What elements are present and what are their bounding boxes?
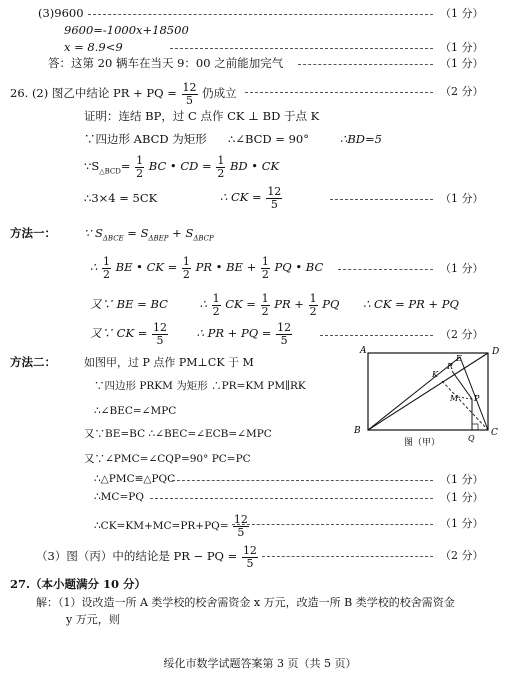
segment-pm <box>458 397 472 399</box>
label-a: A <box>360 346 367 356</box>
proof-bd: ∴BD=5 <box>340 132 382 146</box>
equation-9600: 9600=-1000x+18500 <box>64 23 189 37</box>
method-two-l2: ∵四边形 PRKM 为矩形 ∴PR=KM PM∥RK <box>94 380 306 392</box>
method-two-label: 方法二： <box>10 355 56 369</box>
figure-caption: 图（甲） <box>404 438 441 448</box>
proof-intro: 证明：连结 BP，过 C 点作 CK ⊥ BD 于点 K <box>84 109 320 123</box>
equation-x: x = 8.9<9 <box>64 40 123 54</box>
leader-dots <box>338 269 433 270</box>
proof-ck-value: ∴ CK = $\frac{12}{5}$ <box>220 185 282 211</box>
score-label: （2 分） <box>440 85 484 98</box>
method-one-label: 方法一： <box>10 226 56 240</box>
q27-solution-cont: y 万元，则 <box>66 613 120 626</box>
method-one-eq3: 又∵ CK = $\frac{12}{5}$ ∴ PR + PQ = $\frac{12}{5}$ <box>90 321 292 347</box>
label-p: P <box>474 394 480 403</box>
leader-dots <box>320 335 433 336</box>
score-label: （1 分） <box>440 192 484 205</box>
method-one-area: ∵ $S_{\Delta BCE} = S_{\Delta BEP} + S_{\Delta BCP}$ <box>84 226 214 243</box>
leader-dots <box>298 64 433 65</box>
leader-dots <box>232 524 433 525</box>
leader-dots <box>172 480 433 481</box>
score-label: （2 分） <box>440 328 484 341</box>
leader-dots <box>170 48 433 49</box>
method-two-l5: 又∵∠PMC=∠CQP=90° PC=PC <box>84 453 251 465</box>
leader-dots <box>245 92 433 93</box>
score-label: （1 分） <box>440 7 484 20</box>
method-two-l4: 又∵BE=BC ∴∠BEC=∠ECB=∠MPC <box>84 428 272 440</box>
score-label: （1 分） <box>440 473 484 486</box>
method-one-eq1: ∴ $\frac{1}{2}$ BE • CK = $\frac{1}{2}$ PR • BE + $\frac{1}{2}$ PQ • BC <box>90 255 324 281</box>
geometry-figure <box>346 345 516 455</box>
q26-conclusion: 26. (2) 图乙中结论 PR + PQ = $\frac{12}{5}$ 仍成立 <box>10 81 237 107</box>
proof-area: $\because S_{\triangle BCD}=$ $\frac{1}{2}$ BC • CD = $\frac{1}{2}$ BD • CK <box>84 154 280 180</box>
score-label: （2 分） <box>440 549 484 562</box>
proof-rectangle: ∵四边形 ABCD 为矩形 <box>84 132 207 146</box>
label-m: M <box>450 394 459 403</box>
answer-text: 答：这第 20 辆车在当天 9：00 之前能加完气 <box>48 56 284 70</box>
score-label: （1 分） <box>440 41 484 54</box>
label-q: Q <box>468 434 475 443</box>
label-d: D <box>492 347 500 357</box>
label-c: C <box>491 428 498 438</box>
method-two-l3: ∴∠BEC=∠MPC <box>94 405 177 417</box>
proof-angle: ∴∠BCD = 90° <box>228 132 309 146</box>
method-two-l6: ∴△PMC≌△PQC <box>94 473 176 485</box>
proof-ck-eq: ∴3×4 = 5CK <box>84 191 158 205</box>
method-two-l1: 如图甲，过 P 点作 PM⊥CK 于 M <box>84 356 254 369</box>
leader-dots <box>262 556 433 557</box>
label-k: K <box>432 370 438 379</box>
line-3-9600: (3)9600 <box>38 6 84 20</box>
method-one-eq2: 又∵ BE = BC ∴ $\frac{1}{2}$ CK = $\frac{1}{2}$ PR + $\frac{1}{2}$ PQ ∴ CK = PR + PQ <box>90 292 459 318</box>
score-label: （1 分） <box>440 517 484 530</box>
leader-dots <box>88 14 433 15</box>
label-b: B <box>354 426 361 436</box>
q27-heading: 27.（本小题满分 10 分） <box>10 577 147 591</box>
q27-solution: 解：（1）设改造一所 A 类学校的校舍需资金 x 万元，改造一所 B 类学校的校舍需资金 <box>36 596 455 609</box>
label-e: E <box>456 354 462 363</box>
q26-part3: （3）图（丙）中的结论是 PR − PQ = $\frac{12}{5}$ <box>36 544 257 570</box>
label-r: R <box>447 362 454 371</box>
method-two-l7: ∴MC=PQ <box>94 491 144 503</box>
method-two-l8: ∴CK=KM+MC=PR+PQ= $\frac{12}{5}$ <box>94 513 248 539</box>
leader-dots <box>150 498 433 499</box>
leader-dots <box>330 199 433 200</box>
diagonal-bd <box>368 353 488 430</box>
score-label: （1 分） <box>440 57 484 70</box>
score-label: （1 分） <box>440 491 484 504</box>
page-footer: 绥化市数学试题答案第 3 页（共 5 页） <box>163 657 357 670</box>
score-label: （1 分） <box>440 262 484 275</box>
